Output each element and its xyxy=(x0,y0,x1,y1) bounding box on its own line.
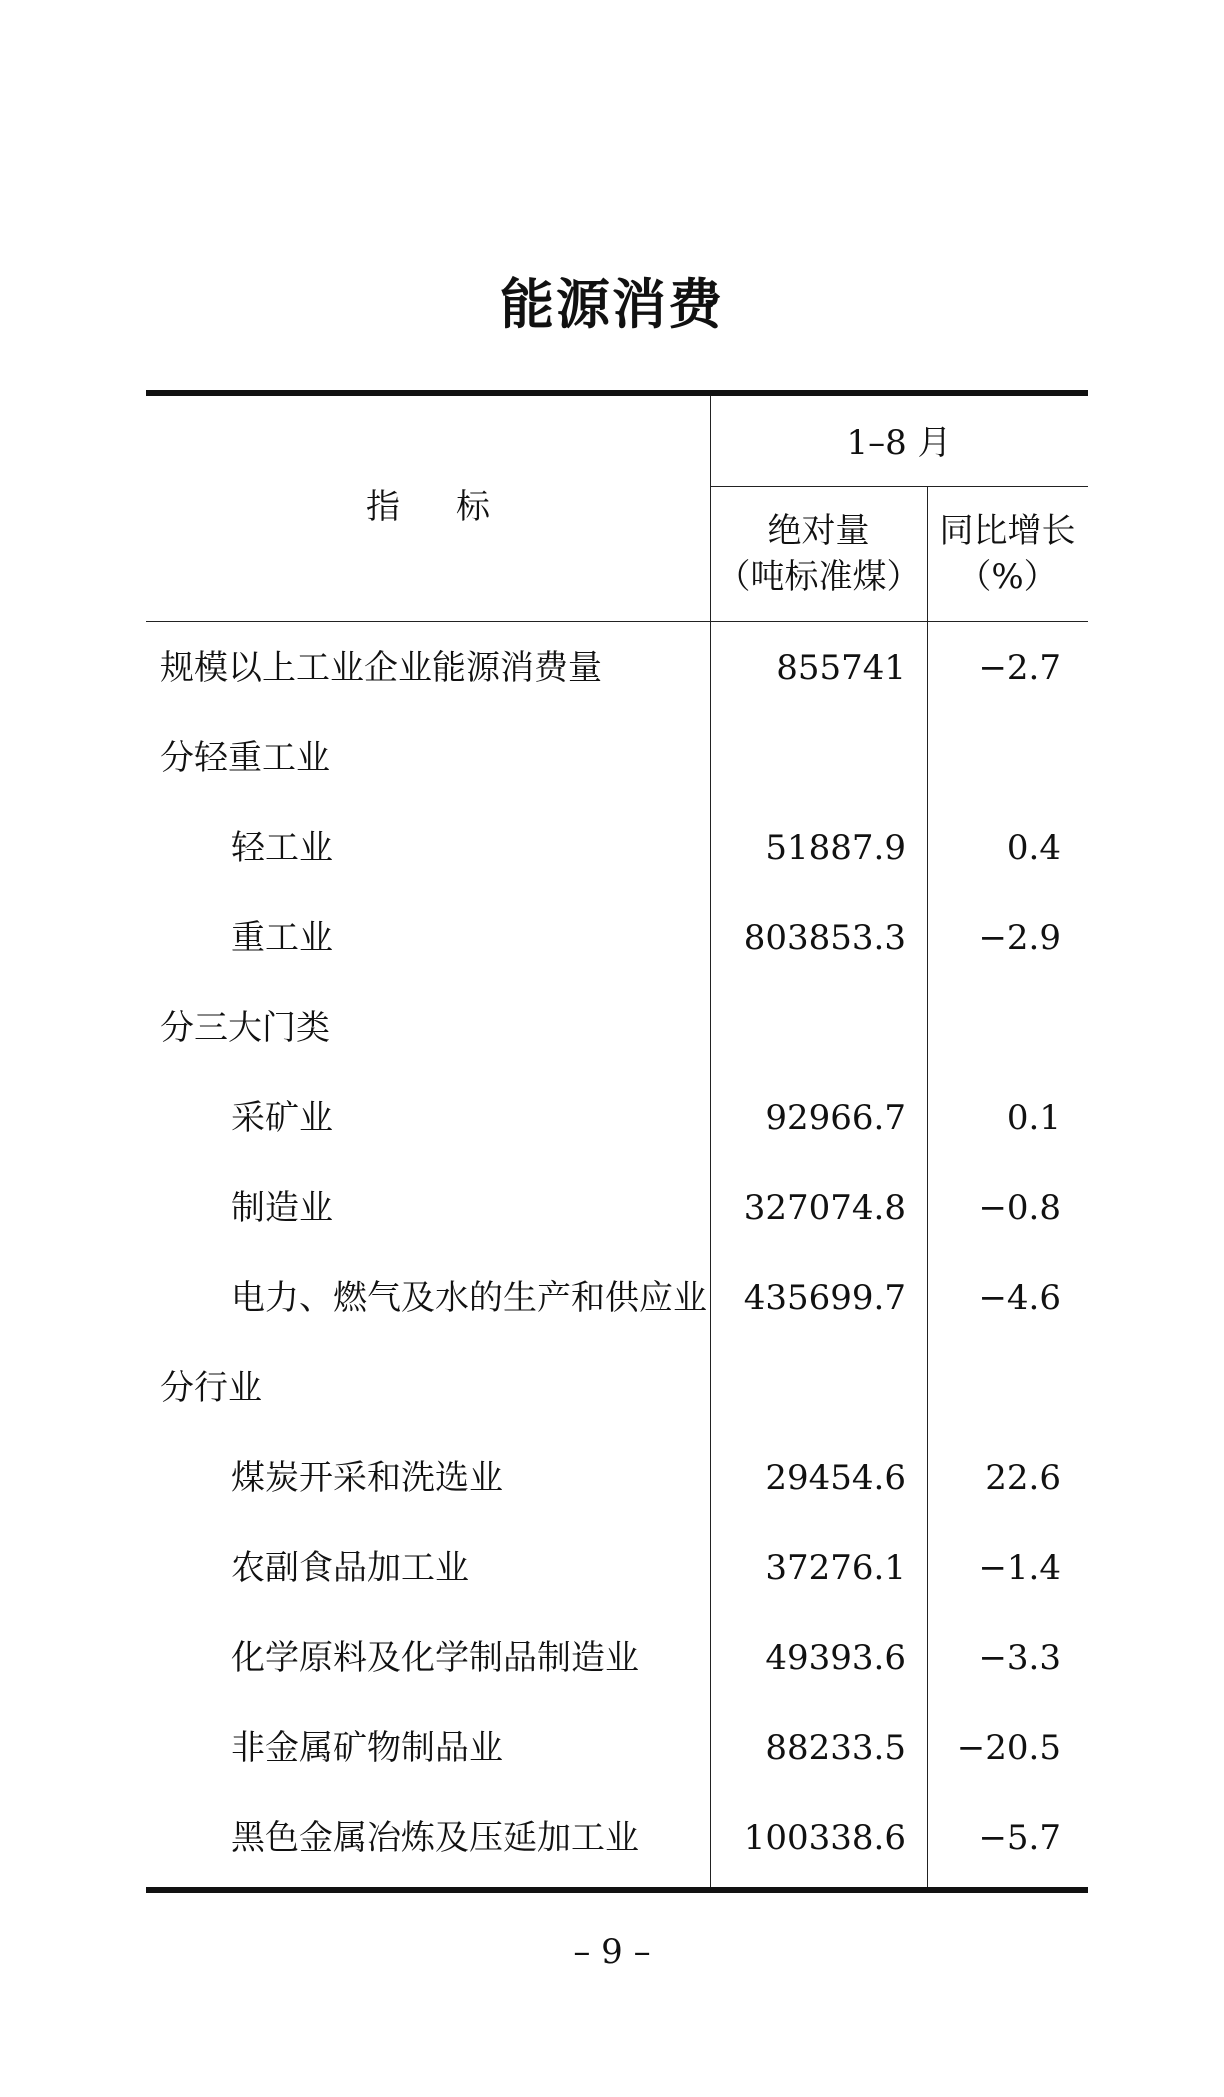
row-absolute-value: 88233.5 xyxy=(765,1728,906,1768)
table-row xyxy=(146,1162,1088,1252)
table-row xyxy=(146,982,1088,1072)
row-label: 制造业 xyxy=(231,1188,333,1228)
table-row xyxy=(146,1252,1088,1342)
header-yoy-unit: （%） xyxy=(957,557,1058,597)
row-yoy-growth: −5.7 xyxy=(978,1818,1061,1858)
table-row xyxy=(146,1702,1088,1792)
table-row xyxy=(146,1432,1088,1522)
row-yoy-growth: −2.9 xyxy=(978,918,1061,958)
header-absolute-unit: （吨标准煤） xyxy=(716,557,921,597)
row-yoy-growth: 22.6 xyxy=(985,1458,1061,1498)
page-title: 能源消费 xyxy=(500,273,724,336)
row-label: 煤炭开采和洗选业 xyxy=(231,1458,503,1498)
row-label: 采矿业 xyxy=(231,1098,333,1138)
row-yoy-growth: −2.7 xyxy=(978,648,1061,688)
row-label: 农副食品加工业 xyxy=(231,1548,469,1588)
row-label: 黑色金属冶炼及压延加工业 xyxy=(231,1818,639,1858)
row-label: 规模以上工业企业能源消费量 xyxy=(160,648,602,688)
header-yoy-growth xyxy=(927,508,1088,600)
row-yoy-growth: −3.3 xyxy=(978,1638,1061,1678)
row-absolute-value: 435699.7 xyxy=(743,1278,906,1318)
table-row xyxy=(146,622,1088,712)
row-yoy-growth: 0.4 xyxy=(1006,828,1061,868)
row-label: 电力、燃气及水的生产和供应业 xyxy=(231,1278,707,1318)
header-divider xyxy=(710,486,1088,487)
row-label: 轻工业 xyxy=(231,828,333,868)
row-label: 重工业 xyxy=(231,918,333,958)
row-yoy-growth: −0.8 xyxy=(978,1188,1061,1228)
table-row xyxy=(146,1342,1088,1432)
row-yoy-growth: −20.5 xyxy=(956,1728,1061,1768)
table-row xyxy=(146,802,1088,892)
row-absolute-value: 803853.3 xyxy=(743,918,906,958)
table-row xyxy=(146,1072,1088,1162)
row-absolute-value: 29454.6 xyxy=(765,1458,906,1498)
row-label: 化学原料及化学制品制造业 xyxy=(231,1638,639,1678)
row-absolute-value: 327074.8 xyxy=(743,1188,906,1228)
row-absolute-value: 49393.6 xyxy=(765,1638,906,1678)
header-period: 1–8 月 xyxy=(846,423,952,463)
row-absolute-value: 100338.6 xyxy=(743,1818,906,1858)
row-absolute-value: 51887.9 xyxy=(765,828,906,868)
page-number: – 9 – xyxy=(573,1932,651,1972)
table-row xyxy=(146,892,1088,982)
header-absolute-value xyxy=(710,508,927,600)
table-row xyxy=(146,1522,1088,1612)
row-absolute-value: 37276.1 xyxy=(765,1548,906,1588)
row-yoy-growth: −1.4 xyxy=(978,1548,1061,1588)
header-absolute-label: 绝对量 xyxy=(767,511,870,551)
table-row xyxy=(146,1792,1088,1882)
row-absolute-value: 855741 xyxy=(776,648,906,688)
row-label: 分轻重工业 xyxy=(160,738,330,778)
energy-consumption-table xyxy=(146,390,1088,1893)
row-absolute-value: 92966.7 xyxy=(765,1098,906,1138)
row-label: 非金属矿物制品业 xyxy=(231,1728,503,1768)
row-label: 分三大门类 xyxy=(160,1008,330,1048)
table-row xyxy=(146,712,1088,802)
table-row xyxy=(146,1612,1088,1702)
row-yoy-growth: 0.1 xyxy=(1006,1098,1061,1138)
header-yoy-label: 同比增长 xyxy=(939,511,1076,551)
row-label: 分行业 xyxy=(160,1368,262,1408)
header-indicator: 指标 xyxy=(366,487,546,527)
row-yoy-growth: −4.6 xyxy=(978,1278,1061,1318)
